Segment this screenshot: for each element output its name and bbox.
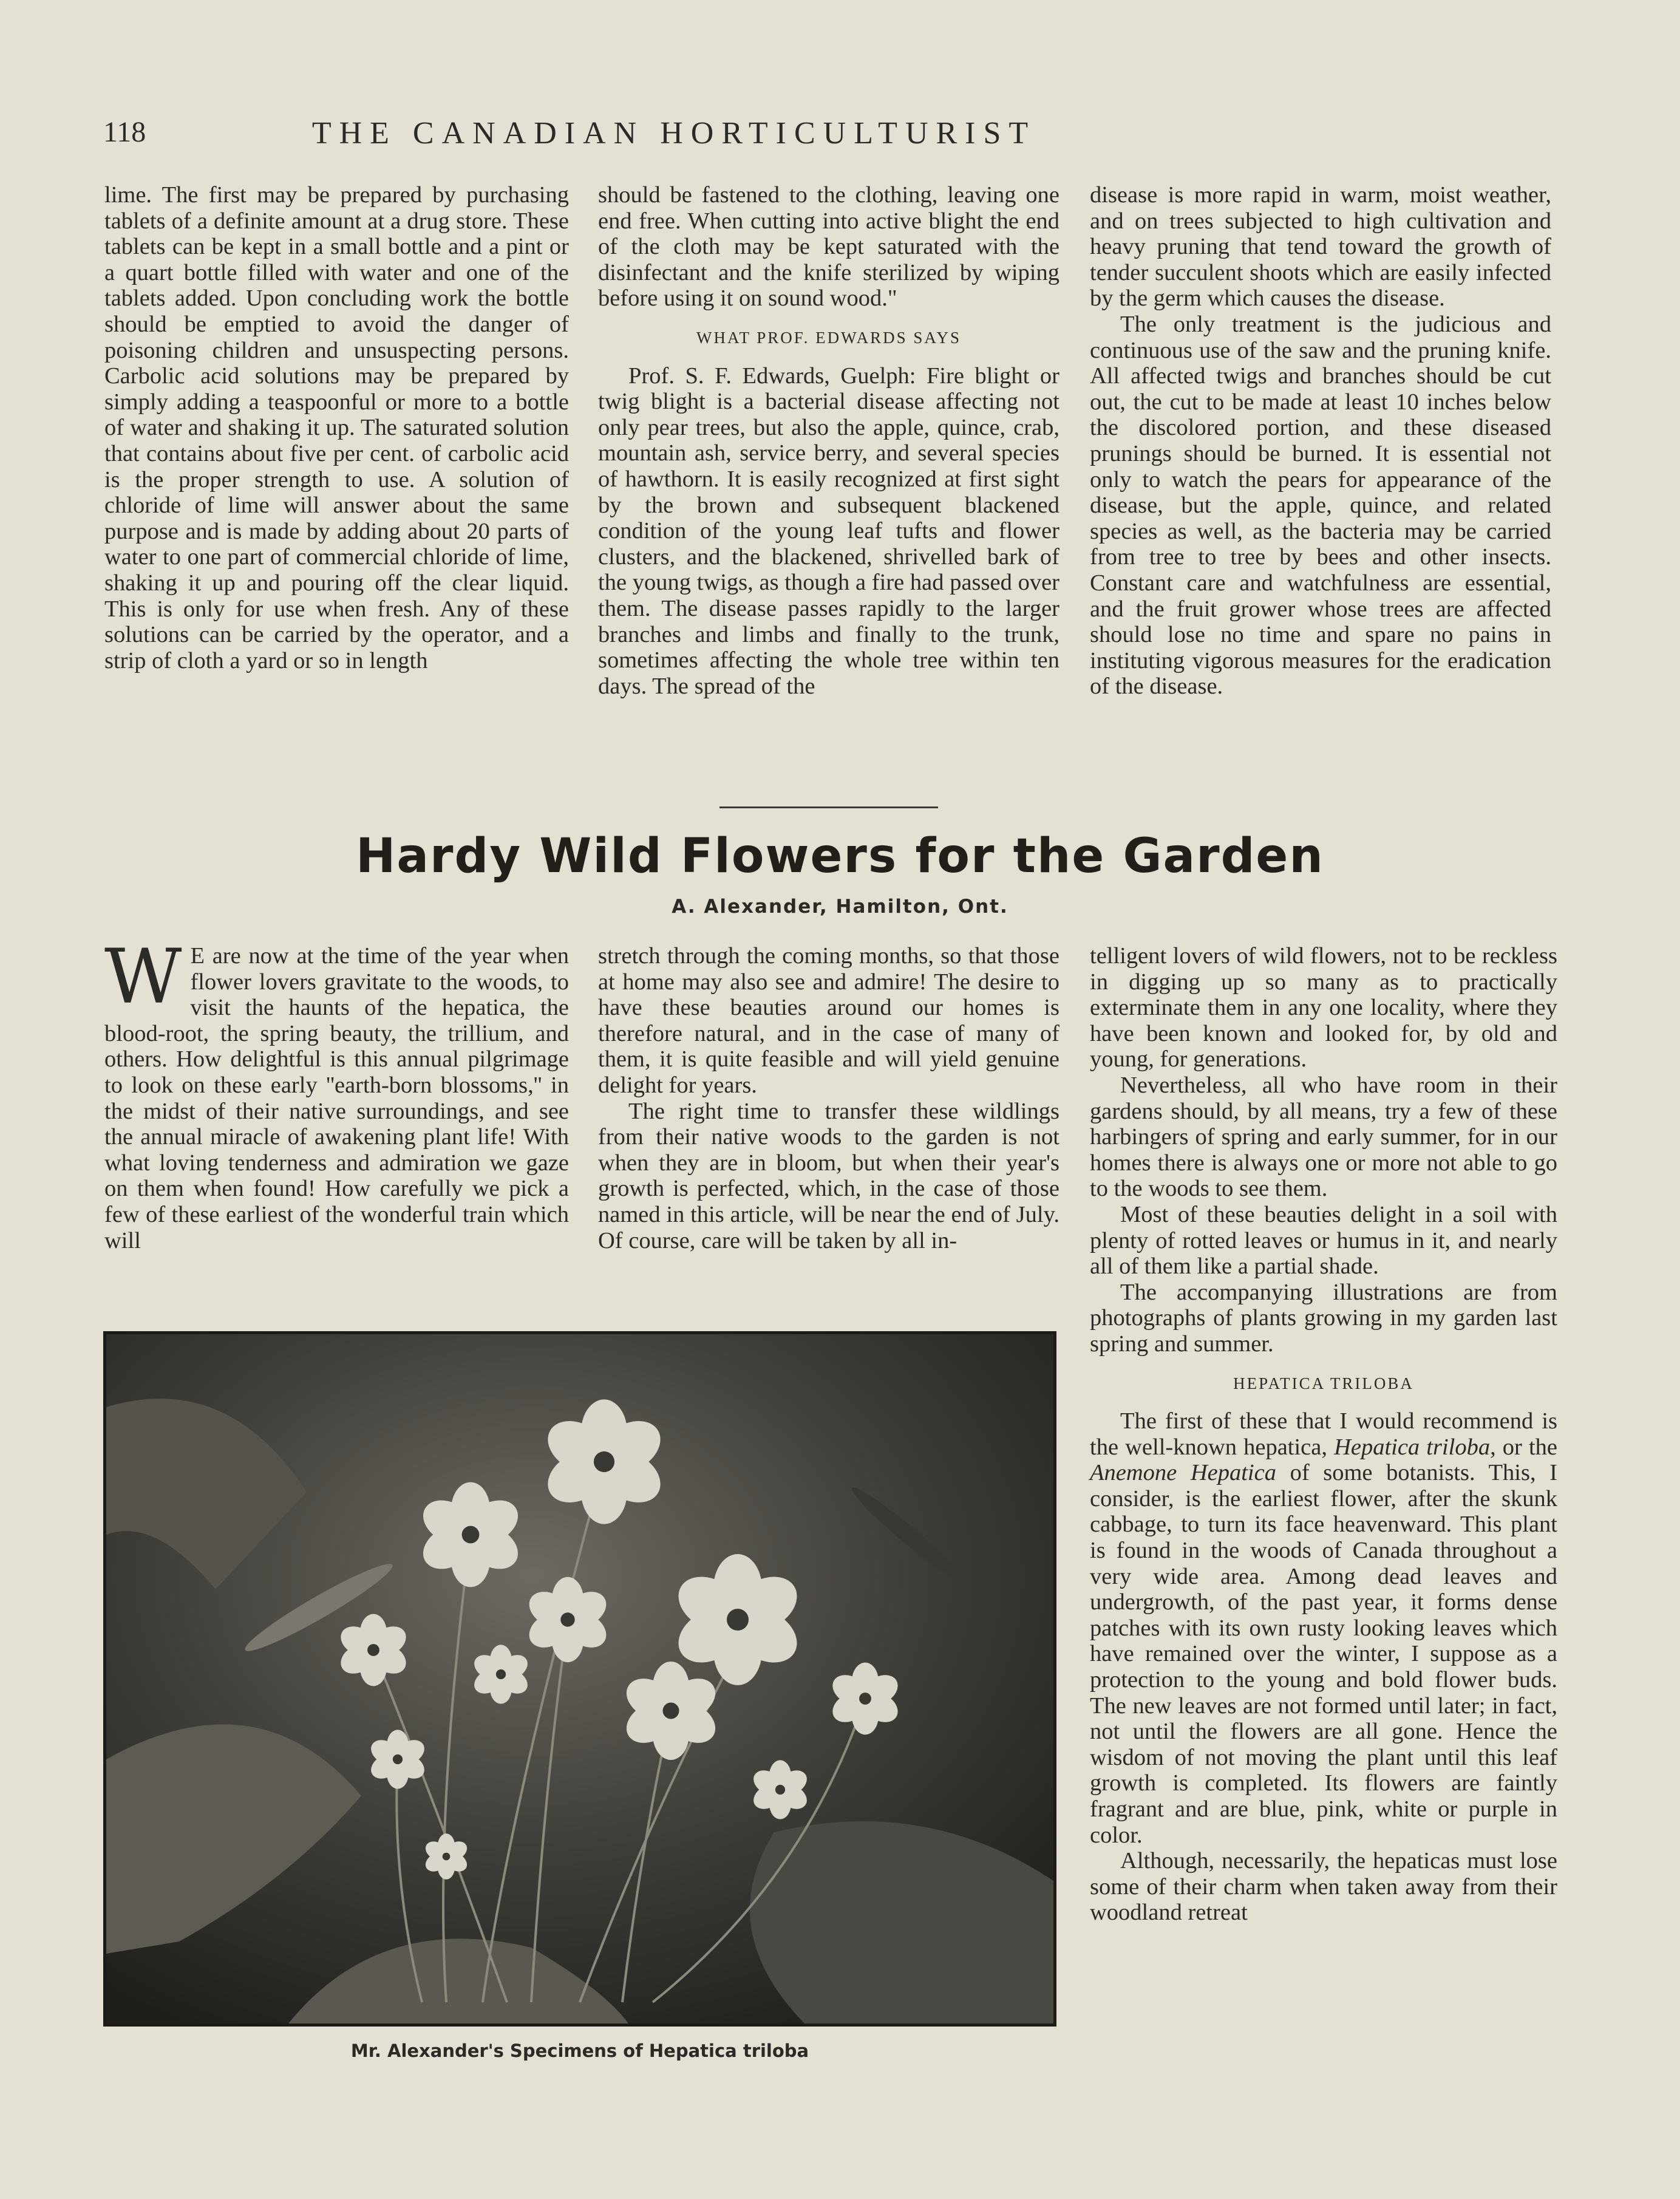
italic-run: Anemone Hepatica (1090, 1460, 1276, 1486)
hepatica-photograph (103, 1331, 1056, 2027)
top-article-column-1 (104, 182, 569, 673)
paragraph (1090, 1408, 1557, 1848)
text-run: , or the (1490, 1434, 1557, 1460)
top-article-column-3 (1090, 182, 1551, 700)
paragraph: telligent lovers of wild flowers, not to be reckless in digging up so many as to practically exterminate them in any one locality, where they have been known and looked for, by old and young, for generations. (1090, 943, 1557, 1072)
article-column-2 (598, 943, 1059, 1253)
paragraph: The accompanying illustrations are from photographs of plants growing in my garden last spring and summer. (1090, 1279, 1557, 1357)
paragraph: stretch through the coming months, so that those at home may also see and admire! The desire to have these beauties around our homes is therefore natural, and in the case of many of them, it is quite feasible and will yield genuine delight for years. (598, 943, 1059, 1098)
paragraph: Most of these beauties delight in a soil with plenty of rotted leaves or humus in it, and nearly all of them like a partial shade. (1090, 1201, 1557, 1280)
section-subheading: WHAT PROF. EDWARDS SAYS (696, 328, 961, 347)
paragraph: The only treatment is the judicious and continuous use of the saw and the pruning knife. All affected twigs and branches should be cut out, the cut to be made at least 10 inches below the discolored portion, and these diseased prunings should be burned. It is essential not only to watch the pears for appearance of the disease, but the apple, quince, and related species as well, as the bacteria may be carried from tree to tree by bees and other insects. Constant care and watchfulness are essential, and the fruit grower whose trees are affected should lose no time and spare no pains in instituting vigorous measures for the eradication of the disease. (1090, 311, 1551, 700)
article-title: Hardy Wild Flowers for the Garden (356, 829, 1324, 884)
drop-cap: W (104, 933, 182, 1021)
paragraph: should be fastened to the clothing, leaving one end free. When cutting into active blight the end of the cloth may be kept saturated with the disinfectant and the knife sterilized by wiping before using it on sound wood." (598, 182, 1059, 312)
paragraph: Nevertheless, all who have room in their gardens should, by all means, try a few of these harbingers of spring and early summer, for in our homes there is always one or more not able to go to the woods to see them. (1090, 1072, 1557, 1202)
italic-run: Hepatica triloba (1334, 1434, 1491, 1460)
journal-title: THE CANADIAN HORTICULTURIST (311, 116, 1036, 151)
paragraph: The right time to transfer these wildlings from their native woods to the garden is not when they are in bloom, but when their year's growth is perfected, which, in the case of those named in this article, will be near the end of July. Of course, care will be taken by all in- (598, 1098, 1059, 1253)
paragraph: lime. The first may be prepared by purchasing tablets of a definite amount at a drug store. These tablets can be kept in a small bottle and a pint or a quart bottle filled with water and one of the tablets added. Upon concluding work the bottle should be emptied to avoid the danger of poisoning children and unsuspecting persons. Carbolic acid solutions may be prepared by simply adding a teaspoonful or more to a bottle of water and shaking it up. The saturated solution that contains about five per cent. of carbolic acid is the proper strength to use. A solution of chloride of lime will answer about the same purpose and is made by adding about 20 parts of water to one part of commercial chloride of lime, shaking it up and pouring off the clear liquid. This is only for use when fresh. Any of these solutions can be carried by the operator, and a strip of cloth a yard or so in length (104, 182, 569, 673)
article-column-3 (1090, 943, 1557, 1926)
paragraph: Although, necessarily, the hepaticas must lose some of their charm when taken away from their woodland retreat (1090, 1848, 1557, 1926)
text-run: of some botanists. This, I consider, is the earliest flower, after the skunk cabbage, to turn its face heavenward. This plant is found in the woods of Canada throughout a very wide area. Among dead leaves and undergrowth, of the past year, it forms dense patches with its own rusty looking leaves which have remained over the winter, I suppose as a protection to the young and bold flower buds. The new leaves are not formed until later; in fact, not until the flowers are all gone. Hence the wisdom of not moving the plant until this leaf growth is completed. Its flowers are faintly fragrant and are blue, pink, white or purple in color. (1090, 1460, 1557, 1848)
article-column-1 (104, 933, 569, 1253)
section-divider (719, 806, 938, 808)
photo-caption: Mr. Alexander's Specimens of Hepatica triloba (350, 2040, 809, 2061)
page-number: 118 (103, 116, 146, 148)
page-header (103, 115, 1245, 158)
top-article-column-2 (598, 182, 1059, 699)
text-run: The first of these that I would recommend is the well-known hepatica, (1090, 1408, 1557, 1460)
paragraph: E are now at the time of the year when flower lovers gravitate to the woods, to visit the haunts of the hepatica, the blood-root, the spring beauty, the trillium, and others. How delightful is this annual pilgrimage to look on these early ''earth-born blossoms,'' in the midst of their native surroundings, and see the annual miracle of awakening plant life! With what loving tenderness and admiration we gaze on them when found! How carefully we pick a few of these earliest of the wonderful train which will (104, 943, 569, 1253)
paragraph: disease is more rapid in warm, moist weather, and on trees subjected to high cultivation and heavy pruning that tend toward the growth of tender succulent shoots which are easily infected by the germ which causes the disease. (1090, 182, 1551, 312)
paragraph: Prof. S. F. Edwards, Guelph: Fire blight or twig blight is a bacterial disease affecting not only pear trees, but also the apple, quince, crab, mountain ash, service berry, and several species of hawthorn. It is easily recognized at first sight by the brown and subsequent blackened condition of the young leaf tufts and flower clusters, and the blackened, shrivelled bark of the young twigs, as though a fire had passed over them. The disease passes rapidly to the larger branches and limbs and finally to the trunk, sometimes affecting the whole tree within ten days. The spread of the (598, 363, 1059, 699)
section-subheading: HEPATICA TRILOBA (1233, 1374, 1414, 1393)
article-byline: A. Alexander, Hamilton, Ont. (672, 896, 1008, 918)
flower-photo-illustration (106, 1334, 1053, 2023)
